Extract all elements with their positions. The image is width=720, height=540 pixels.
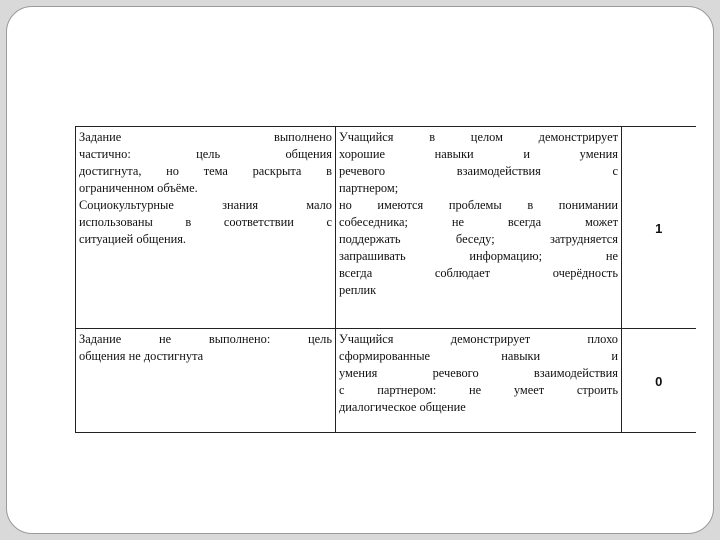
description-cell bbox=[336, 127, 622, 329]
text-line: речевого взаимодействия с bbox=[339, 164, 618, 178]
text-line: с партнером: не умеет строить bbox=[339, 383, 618, 397]
text-line: частично: цель общения bbox=[79, 147, 332, 161]
text-line: Социокультурные знания мало bbox=[79, 198, 332, 212]
text-line: поддержать беседу; затрудняется bbox=[339, 232, 618, 246]
text-line: использованы в соответствии с bbox=[79, 215, 332, 229]
text-line: Задание выполнено bbox=[79, 130, 332, 144]
score-cell: 0 bbox=[622, 329, 696, 433]
text-line: сформированные навыки и bbox=[339, 349, 618, 363]
criteria-cell bbox=[76, 329, 336, 433]
text-line: собеседника; не всегда может bbox=[339, 215, 618, 229]
table-row bbox=[76, 329, 696, 433]
criteria-cell bbox=[76, 127, 336, 329]
text-line: диалогическое общение bbox=[339, 400, 466, 414]
text-line: Задание не выполнено: цель bbox=[79, 332, 332, 346]
text-line: но имеются проблемы в понимании bbox=[339, 198, 618, 212]
text-line: хорошие навыки и умения bbox=[339, 147, 618, 161]
text-line: реплик bbox=[339, 283, 377, 297]
grading-table bbox=[75, 126, 696, 433]
text-line: ограниченном объёме. bbox=[79, 181, 198, 195]
text-line: умения речевого взаимодействия bbox=[339, 366, 618, 380]
slide bbox=[6, 6, 714, 534]
text-line: запрашивать информацию; не bbox=[339, 249, 618, 263]
text-line: всегда соблюдает очерёдность bbox=[339, 266, 618, 280]
text-line: партнером; bbox=[339, 181, 399, 195]
text-line: Учащийся в целом демонстрирует bbox=[339, 130, 618, 144]
text-line: Учащийся демонстрирует плохо bbox=[339, 332, 618, 346]
score-cell: 1 bbox=[622, 127, 696, 329]
text-line: общения не достигнута bbox=[79, 349, 204, 363]
table-row bbox=[76, 127, 696, 329]
text-line: ситуацией общения. bbox=[79, 232, 187, 246]
description-cell bbox=[336, 329, 622, 433]
text-line: достигнута, но тема раскрыта в bbox=[79, 164, 332, 178]
